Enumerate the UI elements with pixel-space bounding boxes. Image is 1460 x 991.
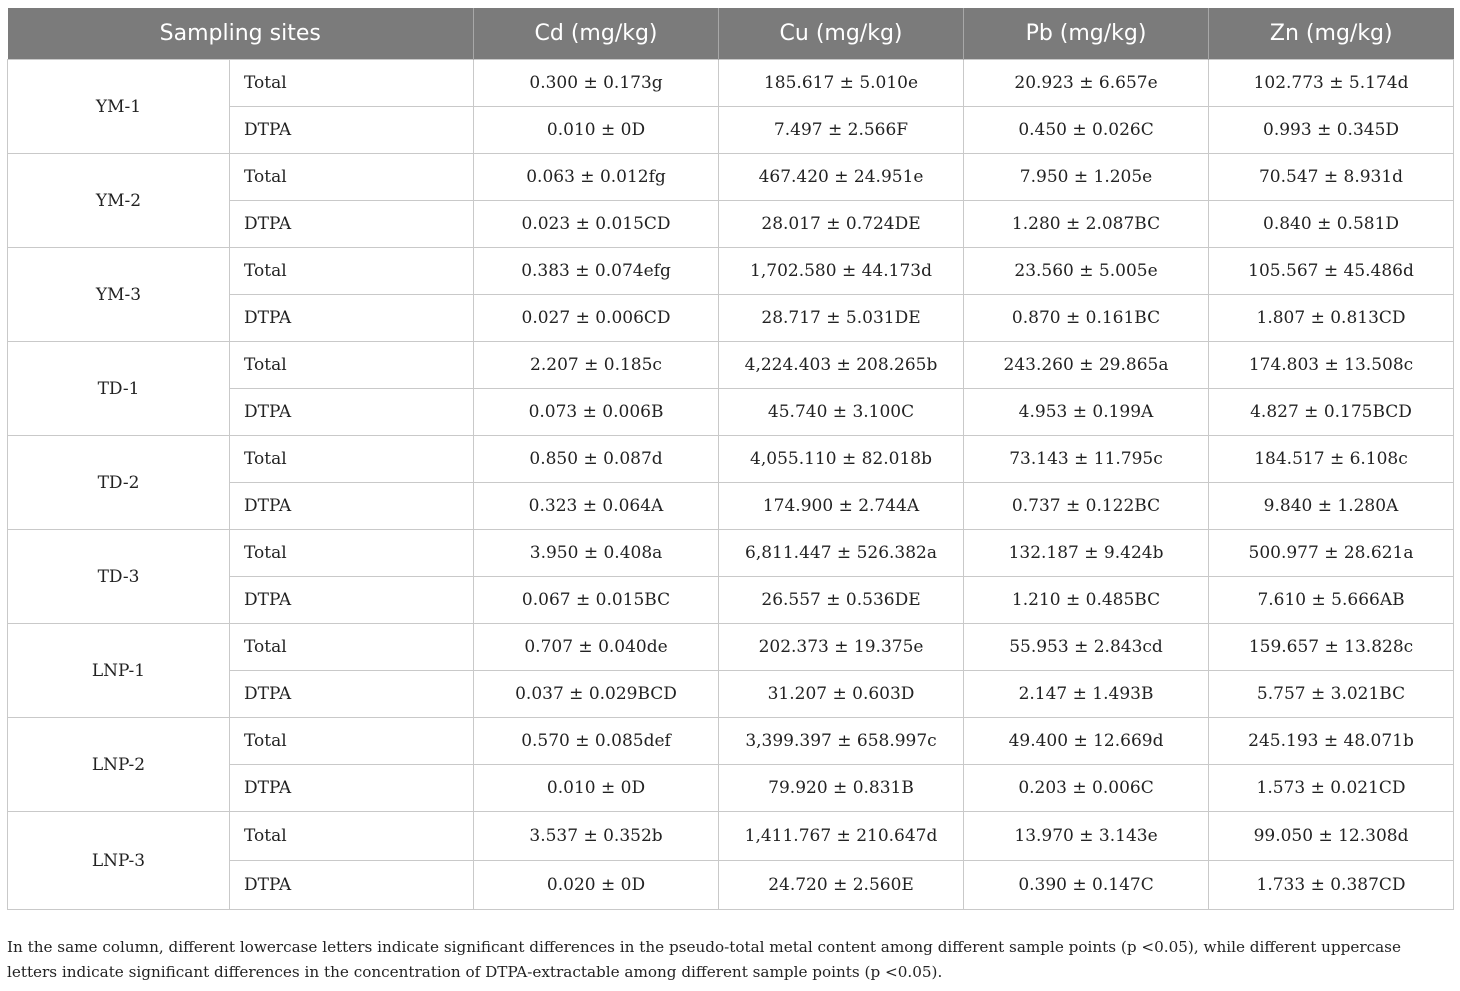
value-cell: 0.570 ± 0.085def (474, 718, 719, 765)
value-cell: 2.207 ± 0.185c (474, 342, 719, 389)
table-row (8, 436, 1454, 483)
total-label-cell: Total (230, 436, 474, 483)
site-cell: YM-3 (8, 248, 230, 342)
header-cd: Cd (mg/kg) (474, 8, 719, 60)
value-cell: 79.920 ± 0.831B (719, 765, 964, 812)
total-label-cell: Total (230, 530, 474, 577)
value-cell: 0.073 ± 0.006B (474, 389, 719, 436)
value-cell: 99.050 ± 12.308d (1209, 812, 1454, 861)
table-row (8, 718, 1454, 765)
header-row (8, 8, 1454, 60)
table-row (8, 530, 1454, 577)
value-cell: 0.067 ± 0.015BC (474, 577, 719, 624)
header-zn: Zn (mg/kg) (1209, 8, 1454, 60)
value-cell: 1.807 ± 0.813CD (1209, 295, 1454, 342)
site-cell: TD-2 (8, 436, 230, 530)
value-cell: 0.737 ± 0.122BC (964, 483, 1209, 530)
total-label-cell: Total (230, 342, 474, 389)
value-cell: 3.950 ± 0.408a (474, 530, 719, 577)
value-cell: 0.993 ± 0.345D (1209, 107, 1454, 154)
metal-content-table (7, 8, 1454, 910)
value-cell: 3.537 ± 0.352b (474, 812, 719, 861)
value-cell: 0.850 ± 0.087d (474, 436, 719, 483)
value-cell: 0.020 ± 0D (474, 861, 719, 910)
header-cu: Cu (mg/kg) (719, 8, 964, 60)
value-cell: 3,399.397 ± 658.997c (719, 718, 964, 765)
value-cell: 174.900 ± 2.744A (719, 483, 964, 530)
value-cell: 4.827 ± 0.175BCD (1209, 389, 1454, 436)
value-cell: 20.923 ± 6.657e (964, 60, 1209, 107)
table-row (8, 342, 1454, 389)
value-cell: 7.950 ± 1.205e (964, 154, 1209, 201)
dtpa-label-cell: DTPA (230, 577, 474, 624)
dtpa-label-cell: DTPA (230, 861, 474, 910)
dtpa-label-cell: DTPA (230, 483, 474, 530)
value-cell: 0.323 ± 0.064A (474, 483, 719, 530)
value-cell: 7.610 ± 5.666AB (1209, 577, 1454, 624)
value-cell: 4,055.110 ± 82.018b (719, 436, 964, 483)
value-cell: 0.870 ± 0.161BC (964, 295, 1209, 342)
table-footnote: In the same column, different lowercase letters indicate significant differences in the pseudo-total metal content among different sample points (p <0.05), while different uppercase letters indicate significant differences in the concentration of DTPA-extractable among different sample points (p <0.05). (7, 938, 1401, 981)
value-cell: 1,411.767 ± 210.647d (719, 812, 964, 861)
value-cell: 0.010 ± 0D (474, 107, 719, 154)
dtpa-label-cell: DTPA (230, 765, 474, 812)
value-cell: 0.840 ± 0.581D (1209, 201, 1454, 248)
value-cell: 70.547 ± 8.931d (1209, 154, 1454, 201)
site-cell: YM-2 (8, 154, 230, 248)
value-cell: 49.400 ± 12.669d (964, 718, 1209, 765)
value-cell: 7.497 ± 2.566F (719, 107, 964, 154)
site-cell: TD-3 (8, 530, 230, 624)
site-cell: LNP-2 (8, 718, 230, 812)
value-cell: 245.193 ± 48.071b (1209, 718, 1454, 765)
value-cell: 0.383 ± 0.074efg (474, 248, 719, 295)
value-cell: 4,224.403 ± 208.265b (719, 342, 964, 389)
total-label-cell: Total (230, 718, 474, 765)
value-cell: 185.617 ± 5.010e (719, 60, 964, 107)
table-row (8, 248, 1454, 295)
dtpa-label-cell: DTPA (230, 295, 474, 342)
value-cell: 26.557 ± 0.536DE (719, 577, 964, 624)
value-cell: 500.977 ± 28.621a (1209, 530, 1454, 577)
table-row (8, 60, 1454, 107)
value-cell: 2.147 ± 1.493B (964, 671, 1209, 718)
header-pb: Pb (mg/kg) (964, 8, 1209, 60)
value-cell: 0.027 ± 0.006CD (474, 295, 719, 342)
total-label-cell: Total (230, 248, 474, 295)
value-cell: 184.517 ± 6.108c (1209, 436, 1454, 483)
value-cell: 4.953 ± 0.199A (964, 389, 1209, 436)
value-cell: 13.970 ± 3.143e (964, 812, 1209, 861)
value-cell: 5.757 ± 3.021BC (1209, 671, 1454, 718)
value-cell: 1.280 ± 2.087BC (964, 201, 1209, 248)
value-cell: 0.010 ± 0D (474, 765, 719, 812)
value-cell: 159.657 ± 13.828c (1209, 624, 1454, 671)
total-label-cell: Total (230, 624, 474, 671)
header-sampling-sites: Sampling sites (8, 8, 474, 60)
value-cell: 0.063 ± 0.012fg (474, 154, 719, 201)
value-cell: 0.707 ± 0.040de (474, 624, 719, 671)
value-cell: 31.207 ± 0.603D (719, 671, 964, 718)
table-row (8, 624, 1454, 671)
value-cell: 6,811.447 ± 526.382a (719, 530, 964, 577)
value-cell: 1.733 ± 0.387CD (1209, 861, 1454, 910)
value-cell: 1.210 ± 0.485BC (964, 577, 1209, 624)
dtpa-label-cell: DTPA (230, 201, 474, 248)
value-cell: 0.203 ± 0.006C (964, 765, 1209, 812)
dtpa-label-cell: DTPA (230, 389, 474, 436)
value-cell: 202.373 ± 19.375e (719, 624, 964, 671)
table-row (8, 154, 1454, 201)
value-cell: 243.260 ± 29.865a (964, 342, 1209, 389)
value-cell: 0.390 ± 0.147C (964, 861, 1209, 910)
site-cell: LNP-3 (8, 812, 230, 910)
table-body (8, 60, 1454, 910)
value-cell: 0.300 ± 0.173g (474, 60, 719, 107)
dtpa-label-cell: DTPA (230, 671, 474, 718)
table-row (8, 812, 1454, 861)
data-table-container (7, 8, 1453, 910)
value-cell: 105.567 ± 45.486d (1209, 248, 1454, 295)
value-cell: 467.420 ± 24.951e (719, 154, 964, 201)
value-cell: 28.017 ± 0.724DE (719, 201, 964, 248)
value-cell: 73.143 ± 11.795c (964, 436, 1209, 483)
value-cell: 24.720 ± 2.560E (719, 861, 964, 910)
value-cell: 132.187 ± 9.424b (964, 530, 1209, 577)
site-cell: YM-1 (8, 60, 230, 154)
total-label-cell: Total (230, 812, 474, 861)
value-cell: 28.717 ± 5.031DE (719, 295, 964, 342)
site-cell: TD-1 (8, 342, 230, 436)
value-cell: 0.023 ± 0.015CD (474, 201, 719, 248)
value-cell: 55.953 ± 2.843cd (964, 624, 1209, 671)
total-label-cell: Total (230, 154, 474, 201)
value-cell: 0.037 ± 0.029BCD (474, 671, 719, 718)
value-cell: 45.740 ± 3.100C (719, 389, 964, 436)
value-cell: 0.450 ± 0.026C (964, 107, 1209, 154)
value-cell: 9.840 ± 1.280A (1209, 483, 1454, 530)
value-cell: 174.803 ± 13.508c (1209, 342, 1454, 389)
total-label-cell: Total (230, 60, 474, 107)
value-cell: 102.773 ± 5.174d (1209, 60, 1454, 107)
value-cell: 1.573 ± 0.021CD (1209, 765, 1454, 812)
site-cell: LNP-1 (8, 624, 230, 718)
value-cell: 1,702.580 ± 44.173d (719, 248, 964, 295)
value-cell: 23.560 ± 5.005e (964, 248, 1209, 295)
dtpa-label-cell: DTPA (230, 107, 474, 154)
